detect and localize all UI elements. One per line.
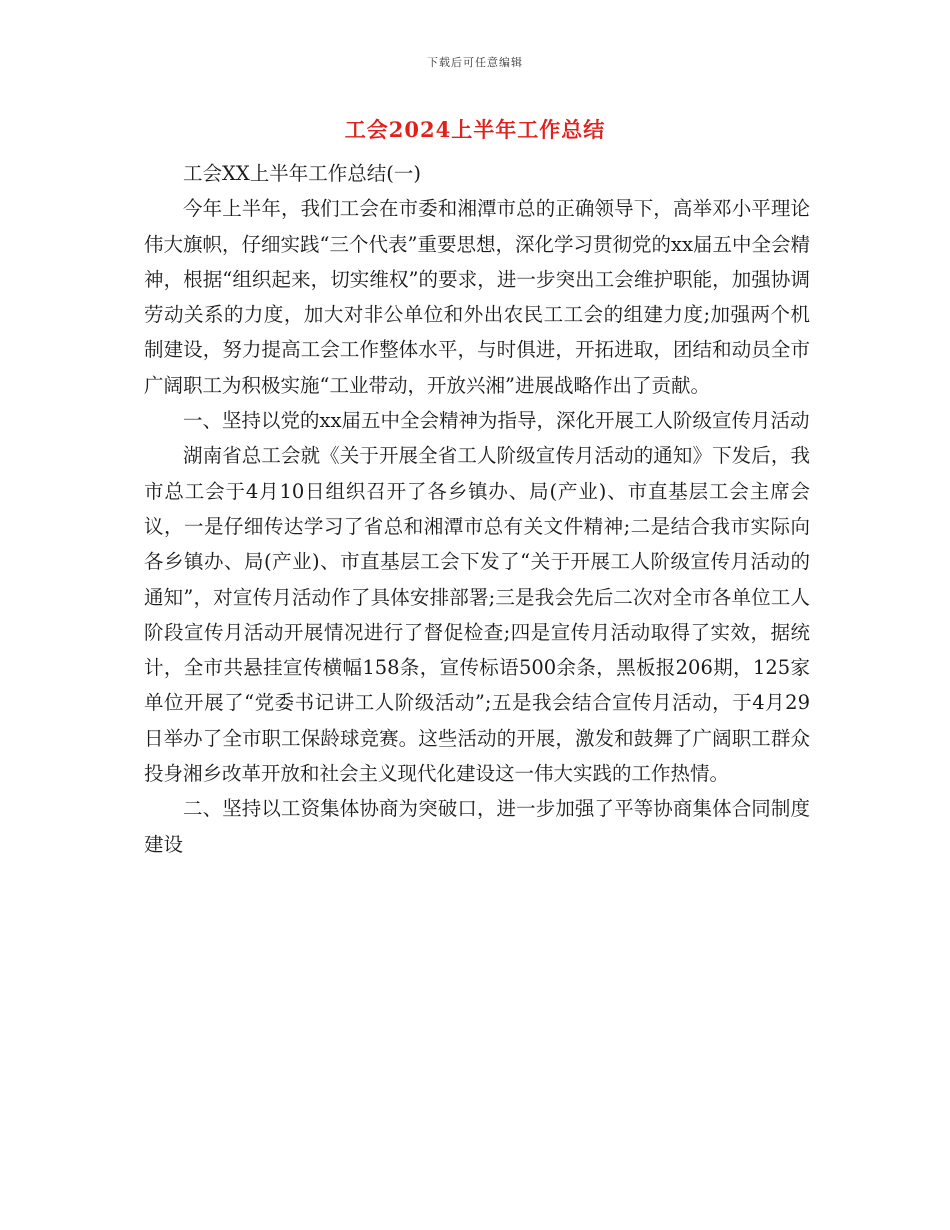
document-body — [144, 156, 810, 862]
intro-paragraph: 今年上半年，我们工会在市委和湘潭市总的正确领导下，高举邓小平理论伟大旗帜，仔细实践“三个代表”重要思想，深化学习贯彻党的xx届五中全会精神，根据“组织起来，切实维权”的要求，进一步突出工会维护职能，加强协调劳动关系的力度，加大对非公单位和外出农民工工会的组建力度;加强两个机制建设，努力提高工会工作整体水平，与时俱进，开拓进取，团结和动员全市广阔职工为积极实施“工业带动，开放兴湘”进展战略作出了贡献。 — [144, 197, 810, 397]
subtitle-paragraph: 工会XX上半年工作总结(一) — [183, 162, 421, 185]
document-title: 工会2024上半年工作总结 — [344, 117, 606, 142]
section-heading-2: 二、坚持以工资集体协商为突破口，进一步加强了平等协商集体合同制度建设 — [144, 797, 810, 856]
header-note: 下载后可任意编辑 — [427, 56, 523, 69]
section-1-paragraph: 湖南省总工会就《关于开展全省工人阶级宣传月活动的通知》下发后，我市总工会于4月10日组织召开了各乡镇办、局(产业)、市直基层工会主席会议，一是仔细传达学习了省总和湘潭市总有关文件精神;二是结合我市实际向各乡镇办、局(产业)、市直基层工会下发了“关于开展工人阶级宣传月活动的通知”，对宣传月活动作了具体安排部署;三是我会先后二次对全市各单位工人阶段宣传月活动开展情况进行了督促检查;四是宣传月活动取得了实效，据统计，全市共悬挂宣传横幅158条，宣传标语500余条，黑板报206期，125家单位开展了“党委书记讲工人阶级活动”;五是我会结合宣传月活动，于4月29日举办了全市职工保龄球竞赛。这些活动的开展，激发和鼓舞了广阔职工群众投身湘乡改革开放和社会主义现代化建设这一伟大实践的工作热情。 — [144, 444, 810, 786]
section-heading-1: 一、坚持以党的xx届五中全会精神为指导，深化开展工人阶级宣传月活动 — [183, 409, 810, 433]
